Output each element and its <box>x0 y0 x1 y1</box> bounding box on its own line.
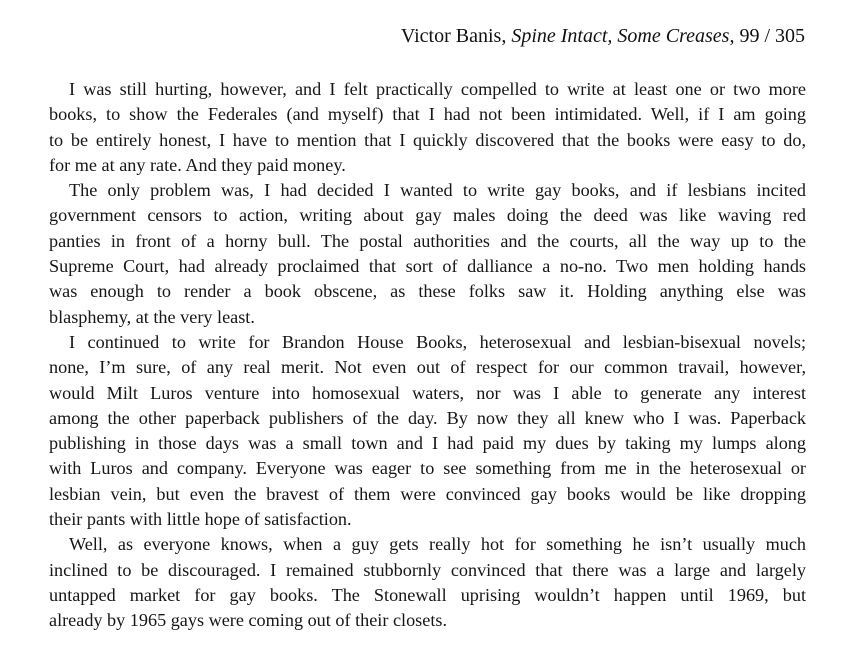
text-line: publishing in those days was a small town and I had paid my dues by taking my lumps along <box>49 433 806 454</box>
text-line: untapped market for gay books. The Stonewall uprising wouldn’t happen until 1969, but <box>49 584 806 605</box>
text-line: would Milt Luros venture into homosexual waters, nor was I able to generate any interest <box>49 382 806 403</box>
header-author: Victor Banis, <box>400 25 507 47</box>
text-line: none, I’m sure, of any real merit. Not even out of respect for our common travail, however, <box>49 357 806 378</box>
text-line: panties in front of a horny bull. The postal authorities and the courts, all the way up to the <box>49 230 806 251</box>
paragraph-1 <box>49 77 806 178</box>
document-body <box>49 77 806 634</box>
header-page-info: , 99 / 305 <box>729 25 805 47</box>
text-line: was enough to render a book obscene, as these folks saw it. Holding anything else was <box>49 281 806 302</box>
text-line: I was still hurting, however, and I felt practically compelled to write at least one or two more <box>69 79 806 99</box>
text-line: I continued to write for Brandon House Books, heterosexual and lesbian-bisexual novels; <box>69 331 806 352</box>
text-line: books, to show the Federales (and myself) that I had not been intimidated. Well, if I am going <box>49 104 806 125</box>
text-line: among the other paperback publishers of the day. By now they all knew who I was. Paperback <box>49 407 806 428</box>
text-line: blasphemy, at the very least. <box>49 306 255 327</box>
paragraph-4 <box>49 532 806 633</box>
text-line: lesbian vein, but even the bravest of them were convinced gay books would be like dropping <box>49 483 806 504</box>
text-line: The only problem was, I had decided I wanted to write gay books, and if lesbians incited <box>69 180 806 201</box>
text-line: for me at any rate. And they paid money. <box>49 154 346 175</box>
text-line: to be entirely honest, I have to mention that I quickly discovered that the books were easy to do, <box>49 129 806 150</box>
paragraph-2 <box>49 178 806 330</box>
text-line: government censors to action, writing about gay males doing the deed was like waving red <box>49 205 806 226</box>
text-line: with Luros and company. Everyone was eager to see something from me in the heterosexual or <box>49 458 806 479</box>
text-line: their pants with little hope of satisfaction. <box>49 509 352 530</box>
text-line: Supreme Court, had already proclaimed that sort of dalliance a no-no. Two men holding hands <box>49 256 806 277</box>
text-line: already by 1965 gays were coming out of their closets. <box>49 610 447 631</box>
text-line: inclined to be discouraged. I remained stubbornly convinced that there was a large and largely <box>49 559 806 580</box>
paragraph-3 <box>49 330 806 532</box>
page-header <box>401 24 805 48</box>
text-line: Well, as everyone knows, when a guy gets really hot for something he isn’t usually much <box>69 534 806 555</box>
header-book-title: Spine Intact, Some Creases <box>511 25 730 47</box>
